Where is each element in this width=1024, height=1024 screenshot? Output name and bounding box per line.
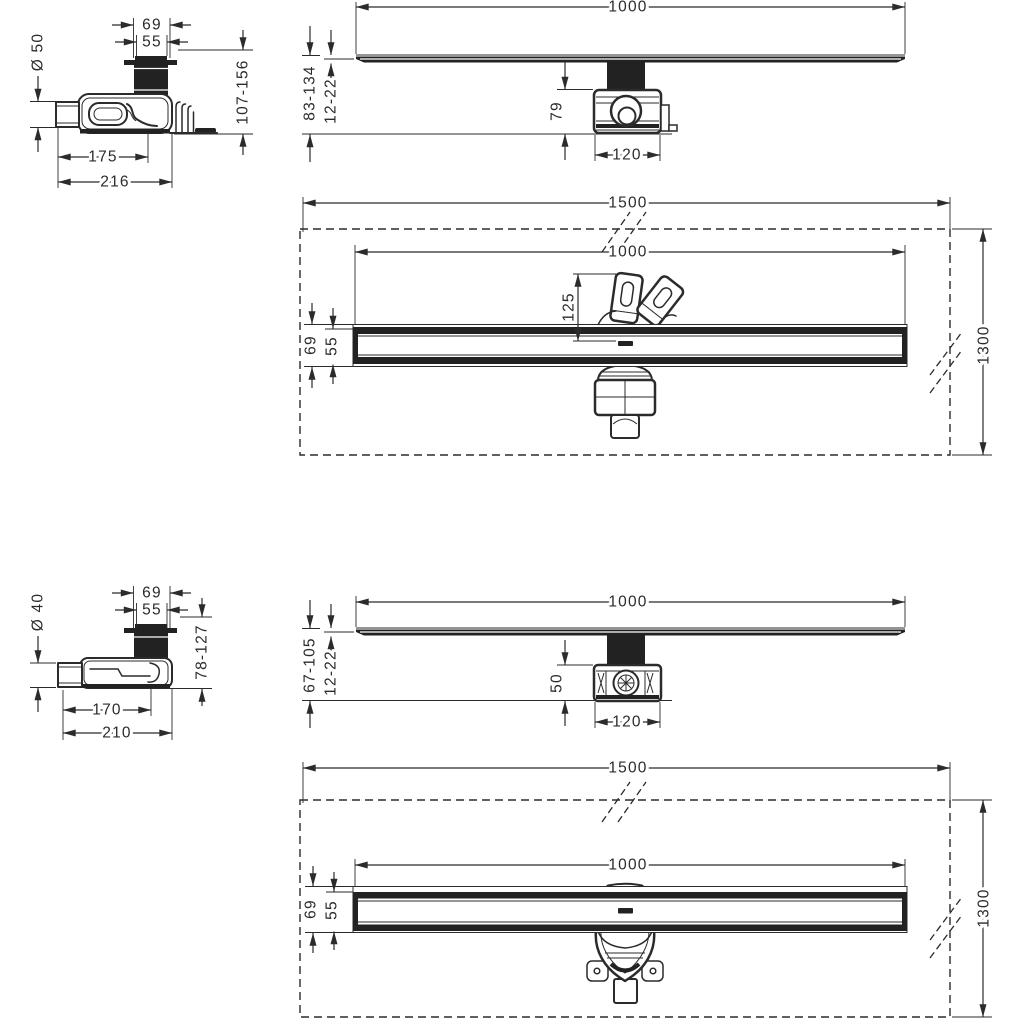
dim-label-pipe-width: 55 [142,33,162,51]
dim-label-channel-length: 1000 [608,0,648,16]
plan-view-top [300,195,993,456]
trap-side-view-dn50 [30,17,254,191]
dim-label-depth-range: 67-105 [301,637,319,693]
dim-label-channel-depth-outer: 69 [302,899,320,919]
dim-label-channel-depth-outer: 69 [302,335,320,355]
dim-label-tile-range: 12-22 [322,78,340,124]
dim-channel-length-plan-bottom [355,857,905,887]
dim-channel-length-top [356,0,905,54]
dim-label-trap-width: 120 [612,713,642,731]
dim-label-depth-range: 83-134 [301,65,319,121]
dim-label-channel-length-plan: 1000 [608,856,648,874]
dim-label-length-to-outlet: 175 [88,148,118,166]
dim-channel-depth-top [303,303,354,388]
dim-label-tile-range: 12-22 [322,650,340,696]
dim-depth-range-bottom [302,600,321,728]
dim-trap-width-bottom [595,702,660,731]
dim-label-recess-width: 1300 [975,325,993,365]
mounting-bracket-1 [610,272,643,323]
dim-label-total-length: 216 [100,173,130,191]
dim-label-trap-height: 79 [548,101,566,121]
dim-outlet-diameter-50 [30,33,57,152]
channel-front-view-bottom [302,594,906,731]
dim-label-channel-depth-inner: 55 [323,900,341,920]
dim-label-outlet-diameter: Ø 40 [29,592,47,632]
dim-label-length-to-outlet: 170 [92,701,122,719]
dim-tile-range-top [323,30,355,124]
dim-label-outlet-diameter: Ø 50 [29,32,47,72]
dim-pipe-width-50 [115,34,188,57]
dim-depth-range-top [302,26,321,162]
dim-tile-range-bottom [323,604,355,696]
dim-label-bracket-height: 125 [560,292,578,322]
dim-recess-width-bottom [952,800,993,1017]
dim-label-recess-length: 1500 [608,759,648,777]
dim-label-height-range: 78-127 [193,624,211,680]
dim-recess-width-top [952,229,993,455]
dim-label-channel-depth-inner: 55 [323,336,341,356]
dim-label-total-length: 210 [102,724,132,742]
dim-label-channel-length-plan: 1000 [608,243,648,261]
dim-label-height-range: 107-156 [234,59,252,125]
trap-side-view-dn40 [30,585,213,742]
dim-outlet-diameter-40 [30,593,57,712]
dim-label-flange-width: 69 [142,584,162,602]
dim-trap-height-bottom [549,640,594,726]
dim-trap-width-top [595,135,660,164]
dim-label-trap-height: 50 [548,673,566,693]
dim-label-channel-length: 1000 [608,593,648,611]
dim-label-recess-length: 1500 [608,194,648,212]
dim-height-range-50 [174,30,253,155]
dim-label-pipe-width: 55 [142,601,162,619]
dim-recess-length-top [303,195,950,233]
dim-channel-length-bottom [356,594,905,628]
dim-label-trap-width: 120 [612,146,642,164]
dim-label-recess-width: 1300 [975,888,993,928]
dim-trap-height-top [549,62,594,160]
dim-channel-depth-bottom [303,866,354,953]
dim-label-flange-width: 69 [142,16,162,34]
channel-front-view-top [302,0,906,164]
dim-recess-length-bottom [303,760,950,804]
plan-view-bottom [300,760,993,1018]
